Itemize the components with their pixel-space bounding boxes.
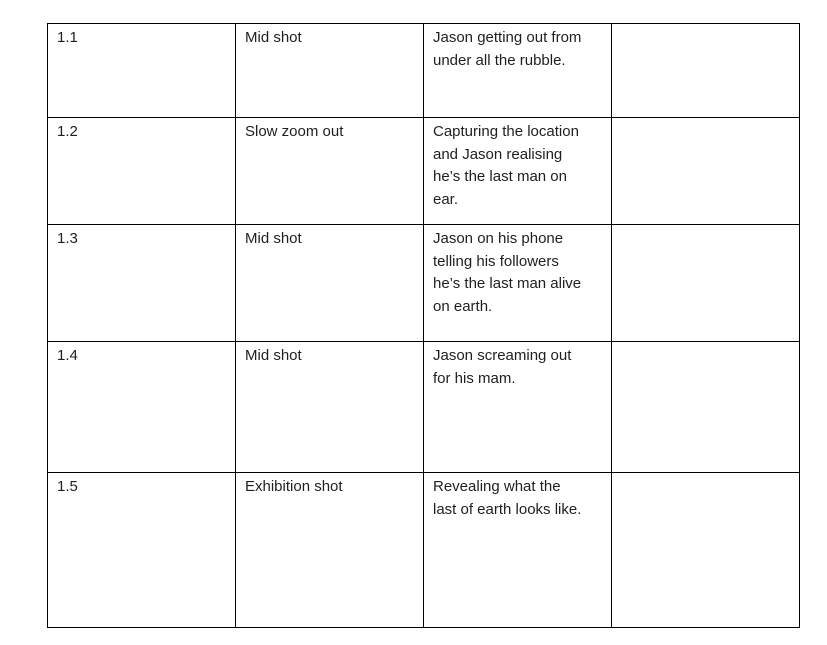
shot-number: 1.3	[57, 230, 78, 247]
shot-type-cell	[236, 473, 424, 628]
shot-list-table	[47, 23, 800, 628]
shot-notes-cell	[612, 342, 800, 473]
table-row	[48, 473, 800, 628]
table-row	[48, 118, 800, 225]
shot-number: 1.1	[57, 29, 78, 46]
shot-type-cell	[236, 118, 424, 225]
shot-number-cell	[48, 225, 236, 342]
table-row	[48, 24, 800, 118]
shot-number: 1.5	[57, 478, 78, 495]
shot-type: Mid shot	[245, 29, 302, 46]
shot-type-cell	[236, 342, 424, 473]
shot-number: 1.2	[57, 123, 78, 140]
table-row	[48, 225, 800, 342]
shot-notes-cell	[612, 24, 800, 118]
shot-number: 1.4	[57, 347, 78, 364]
shot-number-cell	[48, 24, 236, 118]
shot-description: Jason getting out from under all the rubble.	[433, 29, 582, 69]
shot-description: Jason on his phone telling his followers he’s the last man alive on earth.	[433, 230, 582, 315]
shot-type: Mid shot	[245, 347, 302, 364]
shot-number-cell	[48, 473, 236, 628]
shot-notes-cell	[612, 225, 800, 342]
shot-description-cell	[424, 118, 612, 225]
shot-type: Mid shot	[245, 230, 302, 247]
shot-notes-cell	[612, 473, 800, 628]
shot-description: Capturing the location and Jason realising he’s the last man on ear.	[433, 123, 579, 208]
shot-notes-cell	[612, 118, 800, 225]
shot-number-cell	[48, 118, 236, 225]
shot-type: Exhibition shot	[245, 478, 343, 495]
table-row	[48, 342, 800, 473]
shot-type-cell	[236, 225, 424, 342]
shot-type-cell	[236, 24, 424, 118]
shot-description-cell	[424, 342, 612, 473]
shot-description: Revealing what the last of earth looks like.	[433, 478, 582, 518]
shot-type: Slow zoom out	[245, 123, 344, 140]
shot-description-cell	[424, 24, 612, 118]
shot-list-body	[48, 24, 800, 628]
shot-description: Jason screaming out for his mam.	[433, 347, 572, 387]
shot-number-cell	[48, 342, 236, 473]
shot-description-cell	[424, 225, 612, 342]
shot-description-cell	[424, 473, 612, 628]
